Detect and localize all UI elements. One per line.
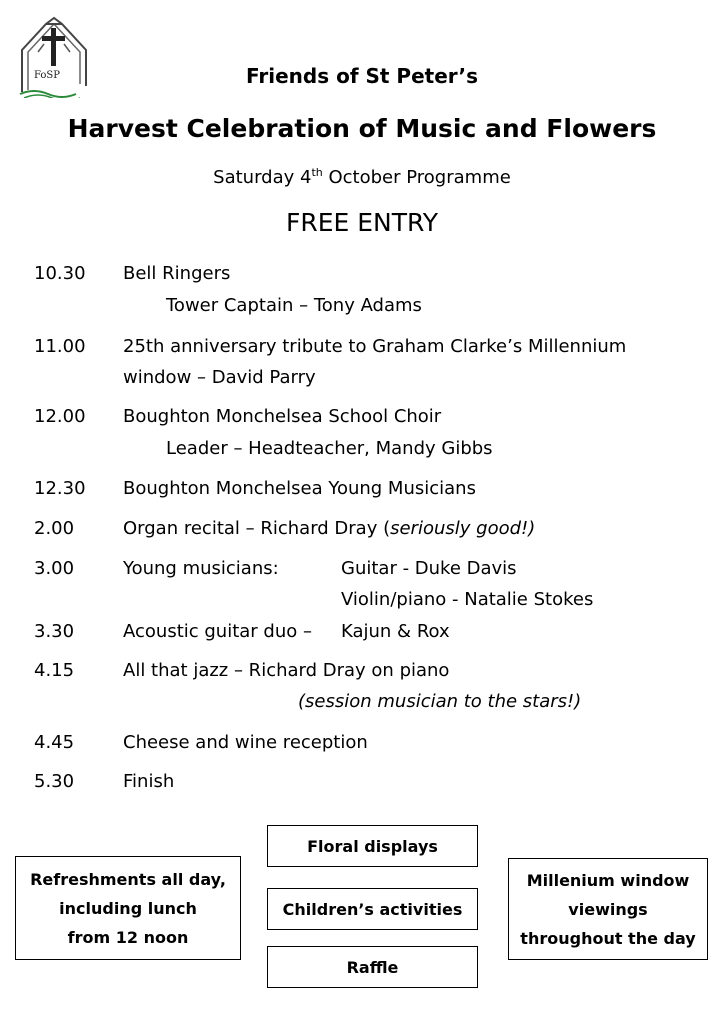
organisation-name: Friends of St Peter’s bbox=[246, 64, 478, 88]
box-line: throughout the day bbox=[520, 928, 696, 948]
item-time: 11.00 bbox=[34, 336, 86, 357]
free-entry-label: FREE ENTRY bbox=[285, 208, 439, 237]
item-time: 5.30 bbox=[34, 771, 75, 792]
item-time: 4.45 bbox=[34, 732, 75, 753]
item-time: 2.00 bbox=[34, 518, 75, 539]
item-text: All that jazz – Richard Dray on piano bbox=[123, 660, 450, 681]
box-line: viewings bbox=[568, 899, 648, 919]
floral-displays-box: Floral displays bbox=[267, 825, 478, 867]
item-text: Finish bbox=[123, 771, 175, 792]
item-text: Boughton Monchelsea Young Musicians bbox=[123, 478, 476, 499]
box-line: including lunch bbox=[59, 898, 197, 918]
event-title: Harvest Celebration of Music and Flowers bbox=[67, 114, 657, 143]
item-time: 3.00 bbox=[34, 558, 75, 579]
item-performer: Guitar - Duke Davis bbox=[341, 558, 517, 579]
raffle-box: Raffle bbox=[267, 946, 478, 988]
item-time: 10.30 bbox=[34, 263, 86, 284]
item-time: 4.15 bbox=[34, 660, 75, 681]
item-text: Acoustic guitar duo – bbox=[123, 621, 312, 642]
item-time: 12.00 bbox=[34, 406, 86, 427]
item-time: 3.30 bbox=[34, 621, 75, 642]
box-line: Millenium window bbox=[526, 870, 690, 890]
item-text: Young musicians: bbox=[123, 558, 279, 579]
logo-text: FoSP bbox=[34, 70, 60, 81]
item-time: 12.30 bbox=[34, 478, 86, 499]
item-performer: Violin/piano - Natalie Stokes bbox=[341, 589, 594, 610]
item-text: Boughton Monchelsea School Choir bbox=[123, 406, 442, 427]
box-line: Refreshments all day, bbox=[30, 869, 226, 889]
item-subtext: Leader – Headteacher, Mandy Gibbs bbox=[166, 438, 493, 459]
item-note: (session musician to the stars!) bbox=[298, 691, 582, 712]
item-continuation: window – David Parry bbox=[123, 367, 316, 388]
item-text: 25th anniversary tribute to Graham Clarke’s Millennium bbox=[123, 336, 627, 357]
event-date: Saturday 4th October Programme bbox=[213, 166, 511, 188]
refreshments-box bbox=[15, 856, 241, 960]
item-text: Bell Ringers bbox=[123, 263, 231, 284]
box-line: from 12 noon bbox=[67, 927, 189, 947]
item-subtext: Tower Captain – Tony Adams bbox=[166, 295, 422, 316]
item-text: Organ recital – Richard Dray (seriously good!) bbox=[123, 518, 536, 539]
item-performer: Kajun & Rox bbox=[341, 621, 450, 642]
item-text: Cheese and wine reception bbox=[123, 732, 368, 753]
childrens-activities-box: Children’s activities bbox=[267, 888, 478, 930]
millenium-window-box bbox=[508, 858, 708, 960]
